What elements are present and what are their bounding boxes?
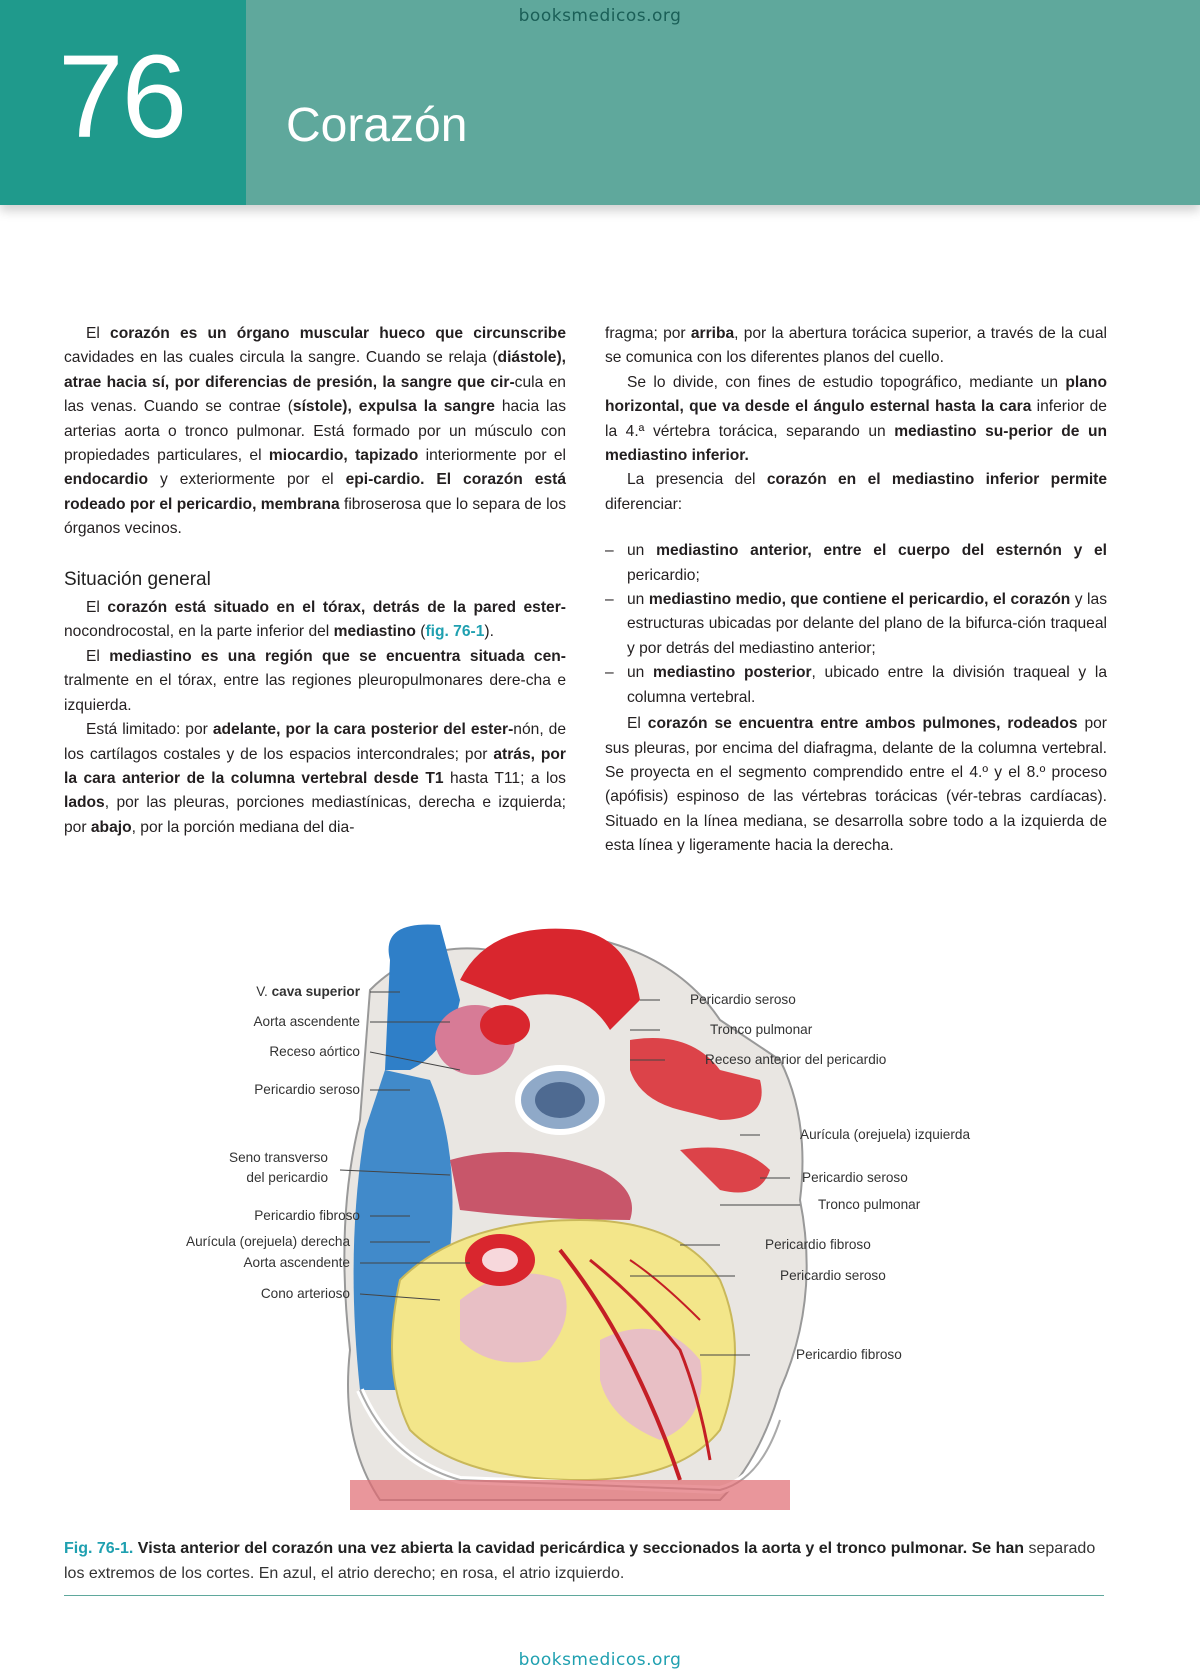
label-vena-cava-superior: V. cava superior [256,984,360,999]
paragraph-division: Se lo divide, con fines de estudio topográfico, mediante un plano horizontal, que va desde el ángulo esternal hasta la cara inferior de la 4.ª vértebra torácica, separando un mediastino su-perior de un mediastino inferior. [605,373,1107,465]
label-pericardio-seroso-r3: Pericardio seroso [780,1268,886,1283]
paragraph-limits: Está limitado: por adelante, por la cara posterior del ester-nón, de los cartílagos costales y de los espacios intercondrales; por atrás, por la cara anterior de la columna vertebral desde T1 hasta T11; a los lados, por las pleuras, porciones mediastínicas, derecha e izquierda; por abajo, por la porción mediana del dia- [64,721,567,836]
paragraph-intro: El corazón es un órgano muscular hueco que circunscribe cavidades en las cuales circula la sangre. Cuando se relaja (diástole), atrae hacia sí, por diferencias de presión, la sangre que cir-cula en las venas. Cuando se contrae (sístole), expulsa la sangre hacia las arterias aorta o tronco pulmonar. Está formado por un músculo con propiedades particulares, el miocardio, tapizado interiormente por el endocardio y exteriormente por el epi-cardio. El corazón está rodeado por el pericardio, membrana fibroserosa que lo separa de los órganos vecinos. [64,325,567,538]
figure-caption: Fig. 76-1. Vista anterior del corazón una vez abierta la cavidad pericárdica y seccionados la aorta y el tronco pulmonar. Se han separado los extremos de los cortes. En azul, el atrio derecho; en rosa, el atrio izquierdo. [64,1540,1096,1582]
heart-figure [160,920,1040,1510]
label-seno-transverso-2: del pericardio [246,1170,328,1185]
paragraph-presence: La presencia del corazón en el mediastino inferior permite diferenciar: [605,471,1108,513]
text-column-left [64,322,566,840]
chapter-header-band [0,0,1200,205]
list-item: – un mediastino anterior, entre el cuerpo del esternón y el pericardio; [605,539,1107,588]
label-seno-transverso: Seno transverso [229,1150,328,1165]
caption-divider [64,1595,1104,1596]
chapter-number-box [0,0,246,205]
label-cono-arterioso: Cono arterioso [260,1286,350,1301]
section-heading: Situación general [64,568,211,590]
label-auricula-derecha: Aurícula (orejuela) derecha [186,1234,350,1249]
label-tronco-pulmonar-r1: Tronco pulmonar [710,1022,813,1037]
label-pericardio-seroso-r1: Pericardio seroso [690,992,796,1007]
figure-reference-link[interactable]: fig. 76-1 [425,623,485,641]
label-pericardio-fibroso-left: Pericardio fibroso [254,1208,360,1223]
paragraph-limits-cont: fragma; por arriba, por la abertura torácica superior, a través de la cual se comunica con los diferentes planos del cuello. [605,325,1107,367]
label-aorta-ascendente-2: Aorta ascendente [243,1255,350,1270]
mediastino-list [605,539,1107,710]
label-tronco-pulmonar-r2: Tronco pulmonar [818,1197,921,1212]
paragraph-situation: El corazón está situado en el tórax, detrás de la pared ester-nocondrocostal, en la parte inferior del mediastino (fig. 76-1). [64,599,566,641]
label-receso-aortico: Receso aórtico [269,1044,360,1059]
watermark-bottom: booksmedicos.org [518,1650,682,1670]
chapter-title: Corazón [286,99,468,152]
label-pericardio-seroso-r2: Pericardio seroso [802,1170,908,1185]
watermark-top: booksmedicos.org [518,6,682,26]
paragraph-position: El corazón se encuentra entre ambos pulmones, rodeados por sus pleuras, por encima del diafragma, delante de la columna vertebral. Se proyecta en el segmento comprendido entre el 4.º y el 8.º proceso (apófisis) espinoso de las vértebras torácicas (vér-tebras cardíacas). Situado en la línea mediana, se desarrolla sobre todo a la izquierda de esta línea y ligeramente hacia la derecha. [605,715,1108,855]
label-receso-anterior: Receso anterior del pericardio [705,1052,887,1067]
label-aorta-ascendente: Aorta ascendente [253,1014,360,1029]
text-column-right [605,322,1107,859]
label-pericardio-fibroso-r1: Pericardio fibroso [765,1237,871,1252]
figure-number: Fig. 76-1. [64,1540,134,1557]
list-item: – un mediastino medio, que contiene el pericardio, el corazón y las estructuras ubicadas por delante del plano de la bifurca-ción traqueal y por detrás del mediastino anterior; [605,588,1107,661]
list-item: – un mediastino posterior, ubicado entre la división traqueal y la columna vertebral. [605,661,1107,710]
label-auricula-izquierda: Aurícula (orejuela) izquierda [800,1127,971,1142]
label-pericardio-seroso-left: Pericardio seroso [254,1082,360,1097]
paragraph-mediastino: El mediastino es una región que se encuentra situada cen-tralmente en el tórax, entre las regiones pleuropulmonares dere-cha e izquierda. [64,647,566,714]
label-pericardio-fibroso-r2: Pericardio fibroso [796,1347,902,1362]
chapter-number: 76 [58,31,186,163]
